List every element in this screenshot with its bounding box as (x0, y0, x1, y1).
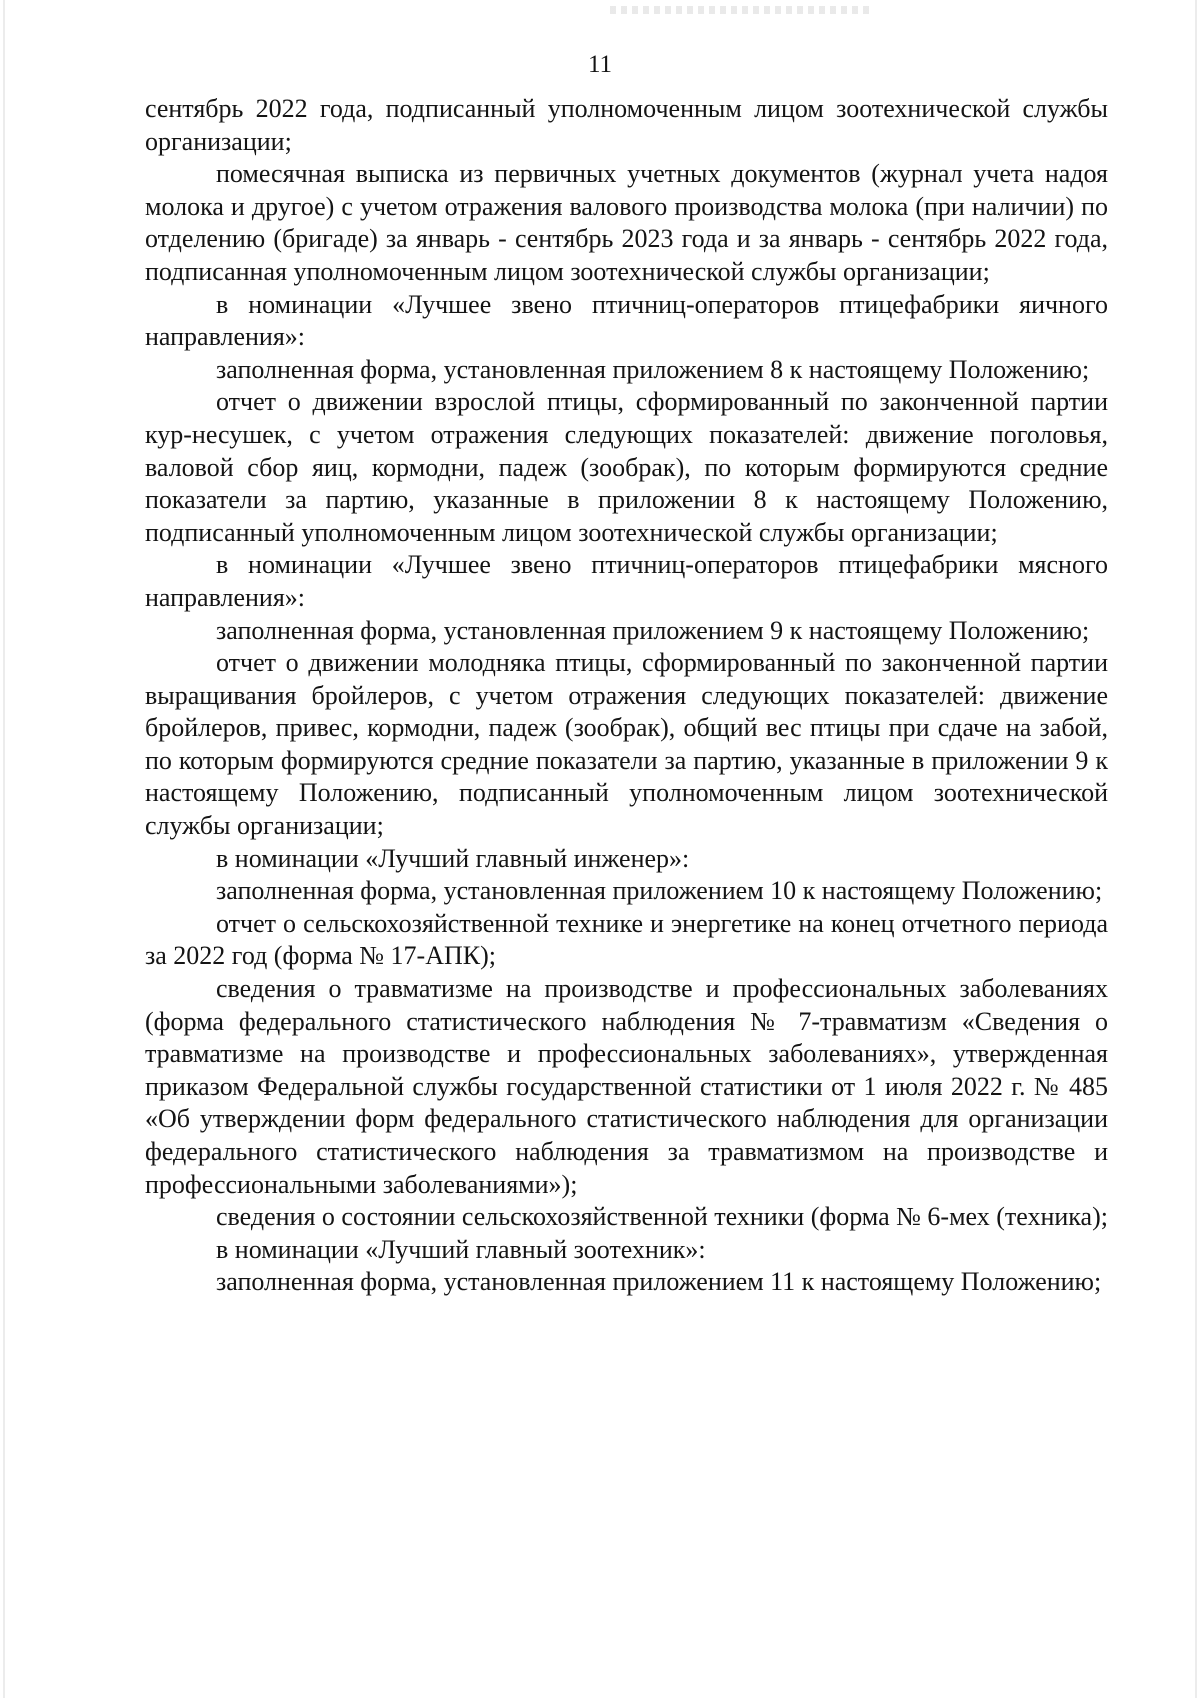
paragraph: сведения о травматизме на производстве и профессиональных заболеваниях (форма федерального статистического наблюдения № 7-травматизм «Сведения о травматизме на производстве и профессиональных заболеваниях», утвержденная приказом Федеральной службы государственной статистики от 1 июля 2022 г. № 485 «Об утверждении форм федерального статистического наблюдения для организации федерального статистического наблюдения за травматизмом на производстве и профессиональными заболеваниями»); (145, 974, 1108, 1199)
paragraph: сведения о состоянии сельскохозяйственной техники (форма № 6-мех (техника); (216, 1202, 1108, 1232)
paragraph: заполненная форма, установленная приложением 11 к настоящему Положению; (216, 1267, 1102, 1297)
paragraph: заполненная форма, установленная приложением 8 к настоящему Положению; (216, 354, 1090, 384)
paragraph: отчет о сельскохозяйственной технике и энергетике на конец отчетного периода за 2022 год (форма № 17-АПК); (145, 908, 1108, 971)
scan-artifact (610, 6, 870, 14)
document-body (145, 93, 1108, 1299)
paragraph-nomination: в номинации «Лучший главный инженер»: (216, 843, 690, 873)
scan-edge-right (1195, 0, 1197, 1698)
paragraph-nomination: в номинации «Лучшее звено птичниц-операторов птицефабрики яичного направления»: (145, 289, 1108, 352)
paragraph-nomination: в номинации «Лучший главный зоотехник»: (216, 1234, 706, 1264)
paragraph-nomination: в номинации «Лучшее звено птичниц-операторов птицефабрики мясного направления»: (145, 550, 1108, 612)
page-number: 11 (587, 51, 613, 78)
paragraph: заполненная форма, установленная приложением 10 к настоящему Положению; (216, 876, 1103, 906)
scan-edge-left (3, 0, 5, 1698)
paragraph: отчет о движении взрослой птицы, сформированный по законченной партии кур-несушек, с учетом отражения следующих показателей: движение поголовья, валовой сбор яиц, кормодни, падеж (зообрак), по которым формируются средние показатели за партию, указанные в приложении 8 к настоящему Положению, подписанный уполномоченным лицом зоотехнической службы организации; (145, 387, 1108, 547)
paragraph: помесячная выписка из первичных учетных документов (журнал учета надоя молока и другое) с учетом отражения валового производства молока (при наличии) по отделению (бригаде) за январь - сентябрь 2023 года и за январь - сентябрь 2022 года, подписанная уполномоченным лицом зоотехнической службы организации; (145, 159, 1108, 286)
paragraph: отчет о движении молодняка птицы, сформированный по законченной партии выращивания бройлеров, с учетом отражения следующих показателей: движение бройлеров, привес, кормодни, падеж (зообрак), общий вес птицы при сдаче на забой, по которым формируются средние показатели за партию, указанные в приложении 9 к настоящему Положению, подписанный уполномоченным лицом зоотехнической службы организации; (145, 648, 1108, 841)
paragraph-continuation: сентябрь 2022 года, подписанный уполномоченным лицом зоотехнической службы организации; (145, 94, 1108, 156)
paragraph: заполненная форма, установленная приложением 9 к настоящему Положению; (216, 615, 1090, 645)
